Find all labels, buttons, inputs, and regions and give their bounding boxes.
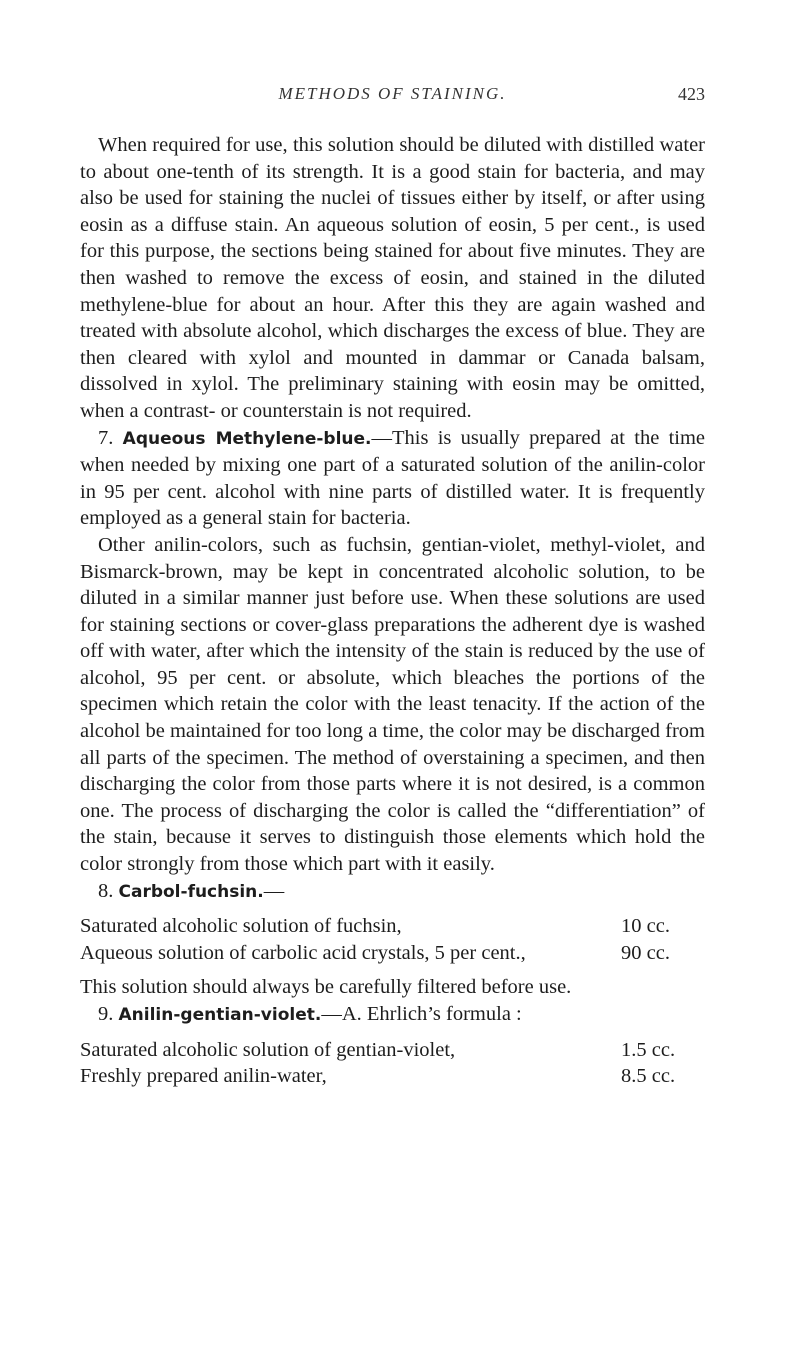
- section-8-title: Carbol-fuchsin.: [118, 881, 264, 902]
- section-7-text: —This is usually prepared at the time when needed by mixing one part of a saturated solution of the anilin-color in 95 per cent. alcohol with nine parts of distilled water. It is frequently employed as a general stain for bacteria.: [80, 426, 706, 530]
- section-9-text: —A. Ehrlich’s formula :: [321, 1003, 522, 1025]
- formula-item: Saturated alcoholic solution of gentian-violet,: [80, 1038, 456, 1061]
- page-number: 423: [678, 84, 705, 104]
- running-title: METHODS OF STAINING.: [278, 84, 507, 103]
- section-7-number: 7.: [98, 426, 114, 449]
- formula-row: [80, 913, 705, 940]
- formula-item: Saturated alcoholic solution of fuchsin,: [80, 915, 402, 938]
- section-8: [80, 878, 705, 906]
- formula-row: [80, 1037, 705, 1064]
- formula-row: [80, 940, 705, 967]
- section-9-number: 9.: [98, 1003, 114, 1025]
- paragraph-intro: When required for use, this solution should be diluted with distilled water to about one-tenth of its strength. It is a good stain for bacteria, and may also be used for staining the nuclei of tissues either by itself, or after using eosin as a diffuse stain. An aqueous solution of eosin, 5 per cent., is used for this purpose, the sections being stained for about five minutes. They are then washed to remove the excess of eosin, and stained in the diluted methylene-blue for about an hour. After this they are again washed and treated with absolute alcohol, which discharges the excess of blue. They are then cleared with xylol and mounted in dammar or Canada balsam, dissolved in xylol. The preliminary staining with eosin may be omitted, when a contrast- or counterstain is not required.: [80, 134, 705, 422]
- running-head: [80, 84, 705, 132]
- section-8-number: 8.: [98, 879, 114, 902]
- paragraph-other-colors: Other anilin-colors, such as fuchsin, gentian-violet, methyl-violet, and Bismarck-brown, may be kept in concentrated alcoholic solution, to be diluted in a similar manner just before use. When these solutions are used for staining sections or cover-glass preparations the adherent dye is washed off with water, after which the intensity of the stain is reduced by the use of alcohol, 95 per cent. or absolute, which bleaches the portions of the specimen which retain the color with the least tenacity. If the action of the alcohol be maintained for too long a time, the color may be discharged from all parts of the specimen. The method of overstaining a specimen, and then discharging the color from those parts where it is not desired, is a common one. The process of discharging the color is called the “differentiation” of the stain, because it serves to distinguish those elements which hold the color strongly from those which part with it easily.: [80, 533, 705, 876]
- spacer: [80, 1029, 705, 1037]
- spacer: [80, 905, 705, 913]
- spacer: [80, 966, 705, 974]
- formula-row: [80, 1063, 705, 1090]
- formula-quantity: 10 cc.: [621, 915, 670, 938]
- formula-item: Freshly prepared anilin-water,: [80, 1065, 327, 1088]
- section-7-title: Aqueous Methylene-blue.: [122, 428, 372, 449]
- formula-item: Aqueous solution of carbolic acid crystals, 5 per cent.,: [80, 941, 526, 964]
- section-9: [80, 1001, 705, 1029]
- formula-quantity: 1.5 cc.: [621, 1038, 676, 1061]
- formula-quantity: 8.5 cc.: [621, 1065, 676, 1088]
- formula-quantity: 90 cc.: [621, 941, 670, 964]
- section-8-note: This solution should always be carefully filtered before use.: [80, 976, 572, 999]
- section-8-dash: —: [263, 879, 285, 902]
- section-7: [80, 425, 705, 532]
- book-page: [80, 0, 705, 1090]
- section-9-title: Anilin-gentian-violet.: [118, 1005, 322, 1025]
